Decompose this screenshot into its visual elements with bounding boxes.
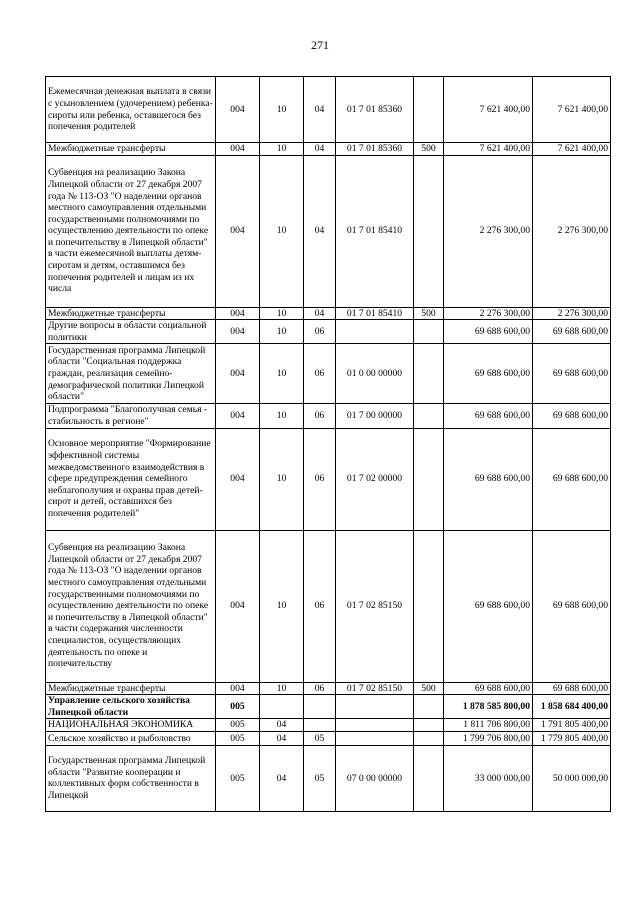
table-row [46, 307, 611, 320]
row-code-cell: 004 [216, 682, 260, 695]
row-name-cell: Субвенция на реализацию Закона Липецкой области от 27 декабря 2007 года № 113-ОЗ "О наделении органов местного самоуправления отдельными государственными полномочиями по осуществлению деятельности по опеке и попечительству в Липецкой области" в части ежемесячной выплаты детям-сиротам и детям, оставшимся без попечения родителей и лицам из их числа [46, 155, 216, 307]
row-section-cell: 10 [260, 155, 304, 307]
table-row [46, 682, 611, 695]
row-sum2-cell: 69 688 600,00 [533, 404, 611, 428]
row-section-cell: 04 [260, 731, 304, 745]
row-sum1-cell: 1 878 585 800,00 [444, 695, 533, 719]
row-code-cell: 004 [216, 320, 260, 344]
row-sum1-cell: 33 000 000,00 [444, 745, 533, 811]
row-csr-cell: 01 7 01 85360 [336, 143, 414, 156]
row-section-cell: 10 [260, 682, 304, 695]
row-sum2-cell: 7 621 400,00 [533, 143, 611, 156]
row-section-cell: 04 [260, 745, 304, 811]
row-code-cell: 005 [216, 695, 260, 719]
row-code-cell: 004 [216, 428, 260, 530]
row-section-cell: 04 [260, 719, 304, 732]
row-csr-cell: 01 7 00 00000 [336, 404, 414, 428]
row-vr-cell: 500 [414, 307, 444, 320]
row-subsection-cell: 06 [304, 682, 336, 695]
row-sum1-cell: 69 688 600,00 [444, 682, 533, 695]
row-csr-cell: 01 0 00 00000 [336, 344, 414, 404]
row-subsection-cell [304, 695, 336, 719]
row-code-cell: 004 [216, 155, 260, 307]
table-row [46, 530, 611, 682]
row-name-cell: Основное мероприятие "Формирование эффективной системы межведомственного взаимодействия в сфере предупреждения семейного неблагополучия и охраны прав детей-сирот и детей, оставшихся без попечения родителей" [46, 428, 216, 530]
row-vr-cell [414, 719, 444, 732]
row-sum1-cell: 1 799 706 800,00 [444, 731, 533, 745]
page-number: 271 [311, 38, 329, 52]
table-row [46, 731, 611, 745]
row-sum2-cell: 1 779 805 400,00 [533, 731, 611, 745]
row-sum2-cell: 50 000 000,00 [533, 745, 611, 811]
row-code-cell: 004 [216, 530, 260, 682]
row-sum1-cell: 1 811 706 800,00 [444, 719, 533, 732]
row-section-cell: 10 [260, 404, 304, 428]
row-csr-cell: 07 0 00 00000 [336, 745, 414, 811]
row-vr-cell [414, 428, 444, 530]
row-name-cell: Субвенция на реализацию Закона Липецкой области от 27 декабря 2007 года № 113-ОЗ "О наделении органов местного самоуправления отдельными государственными полномочиями по осуществлению деятельности по опеке и попечительству в Липецкой области" в части содержания численности специалистов, осуществляющих деятельность по опеке и попечительству [46, 530, 216, 682]
table-row [46, 344, 611, 404]
row-name-cell: Подпрограмма "Благополучная семья - стабильность в регионе" [46, 404, 216, 428]
row-section-cell: 10 [260, 320, 304, 344]
row-code-cell: 005 [216, 731, 260, 745]
budget-table-body [46, 77, 611, 812]
row-vr-cell [414, 77, 444, 143]
row-subsection-cell: 05 [304, 731, 336, 745]
table-row [46, 155, 611, 307]
row-sum2-cell: 69 688 600,00 [533, 530, 611, 682]
row-section-cell: 10 [260, 344, 304, 404]
row-name-cell: Управление сельского хозяйства Липецкой области [46, 695, 216, 719]
row-vr-cell [414, 731, 444, 745]
row-csr-cell [336, 731, 414, 745]
row-section-cell: 10 [260, 307, 304, 320]
row-vr-cell [414, 745, 444, 811]
row-vr-cell: 500 [414, 682, 444, 695]
row-section-cell: 10 [260, 143, 304, 156]
row-csr-cell: 01 7 01 85410 [336, 155, 414, 307]
row-code-cell: 005 [216, 719, 260, 732]
row-code-cell: 004 [216, 404, 260, 428]
table-row [46, 719, 611, 732]
row-csr-cell [336, 695, 414, 719]
row-code-cell: 004 [216, 143, 260, 156]
budget-table [45, 76, 611, 812]
row-vr-cell [414, 695, 444, 719]
row-name-cell: Межбюджетные трансферты [46, 143, 216, 156]
row-name-cell: Ежемесячная денежная выплата в связи с усыновлением (удочерением) ребенка-сироты или ребенка, оставшегося без попечения родителей [46, 77, 216, 143]
row-section-cell: 10 [260, 428, 304, 530]
row-name-cell: Межбюджетные трансферты [46, 682, 216, 695]
row-sum2-cell: 1 858 684 400,00 [533, 695, 611, 719]
row-subsection-cell: 06 [304, 344, 336, 404]
table-row [46, 77, 611, 143]
row-name-cell: Сельское хозяйство и рыболовство [46, 731, 216, 745]
row-sum1-cell: 7 621 400,00 [444, 77, 533, 143]
row-sum1-cell: 2 276 300,00 [444, 155, 533, 307]
row-csr-cell [336, 719, 414, 732]
table-row [46, 143, 611, 156]
row-sum1-cell: 69 688 600,00 [444, 404, 533, 428]
row-sum2-cell: 7 621 400,00 [533, 77, 611, 143]
row-sum1-cell: 69 688 600,00 [444, 344, 533, 404]
table-row [46, 745, 611, 811]
row-subsection-cell: 04 [304, 143, 336, 156]
row-sum2-cell: 69 688 600,00 [533, 428, 611, 530]
row-subsection-cell: 06 [304, 530, 336, 682]
row-sum2-cell: 1 791 805 400,00 [533, 719, 611, 732]
row-sum2-cell: 2 276 300,00 [533, 307, 611, 320]
row-subsection-cell: 04 [304, 307, 336, 320]
row-sum1-cell: 7 621 400,00 [444, 143, 533, 156]
row-vr-cell [414, 344, 444, 404]
table-row [46, 695, 611, 719]
row-subsection-cell: 05 [304, 745, 336, 811]
row-vr-cell [414, 320, 444, 344]
row-vr-cell [414, 155, 444, 307]
row-name-cell: Межбюджетные трансферты [46, 307, 216, 320]
row-subsection-cell: 06 [304, 404, 336, 428]
row-subsection-cell: 06 [304, 428, 336, 530]
row-csr-cell: 01 7 02 85150 [336, 682, 414, 695]
row-code-cell: 004 [216, 307, 260, 320]
row-section-cell: 10 [260, 77, 304, 143]
row-sum2-cell: 69 688 600,00 [533, 344, 611, 404]
row-name-cell: Государственная программа Липецкой области "Развитие кооперации и коллективных форм собственности в Липецкой [46, 745, 216, 811]
row-sum2-cell: 69 688 600,00 [533, 320, 611, 344]
row-vr-cell: 500 [414, 143, 444, 156]
row-sum1-cell: 69 688 600,00 [444, 530, 533, 682]
row-sum1-cell: 69 688 600,00 [444, 320, 533, 344]
table-row [46, 320, 611, 344]
row-csr-cell: 01 7 02 85150 [336, 530, 414, 682]
row-section-cell [260, 695, 304, 719]
row-vr-cell [414, 404, 444, 428]
row-sum1-cell: 69 688 600,00 [444, 428, 533, 530]
row-code-cell: 004 [216, 77, 260, 143]
row-sum2-cell: 2 276 300,00 [533, 155, 611, 307]
row-code-cell: 005 [216, 745, 260, 811]
table-row [46, 404, 611, 428]
row-subsection-cell: 04 [304, 155, 336, 307]
row-name-cell: НАЦИОНАЛЬНАЯ ЭКОНОМИКА [46, 719, 216, 732]
row-csr-cell: 01 7 02 00000 [336, 428, 414, 530]
row-csr-cell [336, 320, 414, 344]
row-section-cell: 10 [260, 530, 304, 682]
row-code-cell: 004 [216, 344, 260, 404]
row-vr-cell [414, 530, 444, 682]
row-subsection-cell: 06 [304, 320, 336, 344]
row-csr-cell: 01 7 01 85410 [336, 307, 414, 320]
row-sum2-cell: 69 688 600,00 [533, 682, 611, 695]
row-subsection-cell [304, 719, 336, 732]
row-name-cell: Государственная программа Липецкой области "Социальная поддержка граждан, реализация семейно-демографической политики Липецкой области" [46, 344, 216, 404]
row-name-cell: Другие вопросы в области социальной политики [46, 320, 216, 344]
row-csr-cell: 01 7 01 85360 [336, 77, 414, 143]
row-subsection-cell: 04 [304, 77, 336, 143]
table-row [46, 428, 611, 530]
row-sum1-cell: 2 276 300,00 [444, 307, 533, 320]
